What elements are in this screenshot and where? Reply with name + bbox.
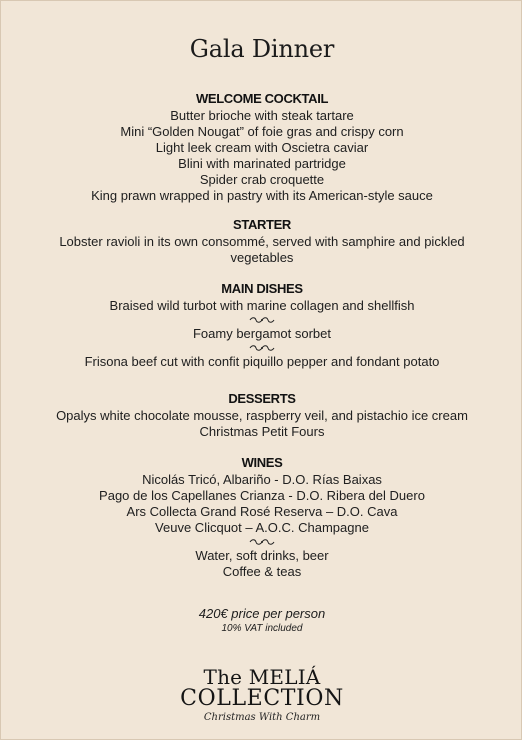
ornament-flourish-icon — [1, 342, 522, 354]
brand-name-line2: COLLECTION — [180, 686, 344, 711]
menu-item: Nicolás Tricó, Albariño - D.O. Rías Baixas — [142, 472, 382, 487]
price-per-person: 420€ price per person — [198, 606, 326, 621]
section-heading: MAIN DISHES — [221, 281, 303, 296]
menu-item: Spider crab croquette — [199, 172, 325, 187]
menu-item: Opalys white chocolate mousse, raspberry veil, and pistachio ice cream — [56, 408, 468, 423]
vat-note: 10% VAT included — [221, 623, 303, 634]
brand-name-line1: The MELIÁ — [203, 665, 321, 689]
menu-item: Foamy bergamot sorbet — [192, 326, 331, 341]
menu-item: Christmas Petit Fours — [199, 424, 325, 439]
menu-item: Coffee & teas — [222, 564, 302, 579]
menu-item: Lobster ravioli in its own consommé, served with samphire and pickled vegetables — [59, 234, 465, 265]
ornament-flourish-icon — [1, 536, 522, 548]
section-heading: STARTER — [233, 217, 291, 232]
menu-item: Mini “Golden Nougat” of foie gras and crispy corn — [120, 124, 404, 139]
menu-item: Ars Collecta Grand Rosé Reserva – D.O. Cava — [126, 504, 398, 519]
menu-title: Gala Dinner — [189, 35, 335, 63]
menu-item: Light leek cream with Oscietra caviar — [155, 140, 369, 155]
section-heading: DESSERTS — [228, 391, 296, 406]
menu-item: Blini with marinated partridge — [178, 156, 346, 171]
menu-item: Butter brioche with steak tartare — [170, 108, 354, 123]
section-heading: WELCOME COCKTAIL — [195, 91, 329, 106]
section-wines — [1, 455, 522, 580]
section-heading: WINES — [241, 455, 283, 470]
menu-item: King prawn wrapped in pastry with its American-style sauce — [91, 188, 433, 203]
brand-logo — [1, 667, 522, 724]
brand-tagline: Christmas With Charm — [203, 712, 321, 723]
menu-item: Veuve Clicquot – A.O.C. Champagne — [155, 520, 369, 535]
section-welcome-cocktail — [1, 91, 522, 204]
menu-item: Braised wild turbot with marine collagen and shellfish — [109, 298, 415, 313]
menu-item: Frisona beef cut with confit piquillo pepper and fondant potato — [84, 354, 440, 369]
menu-item: Water, soft drinks, beer — [195, 548, 329, 563]
section-desserts — [1, 391, 522, 440]
menu-item: Pago de los Capellanes Crianza - D.O. Ribera del Duero — [99, 488, 425, 503]
ornament-flourish-icon — [1, 314, 522, 326]
section-starter — [1, 217, 522, 266]
section-main-dishes — [1, 281, 522, 370]
